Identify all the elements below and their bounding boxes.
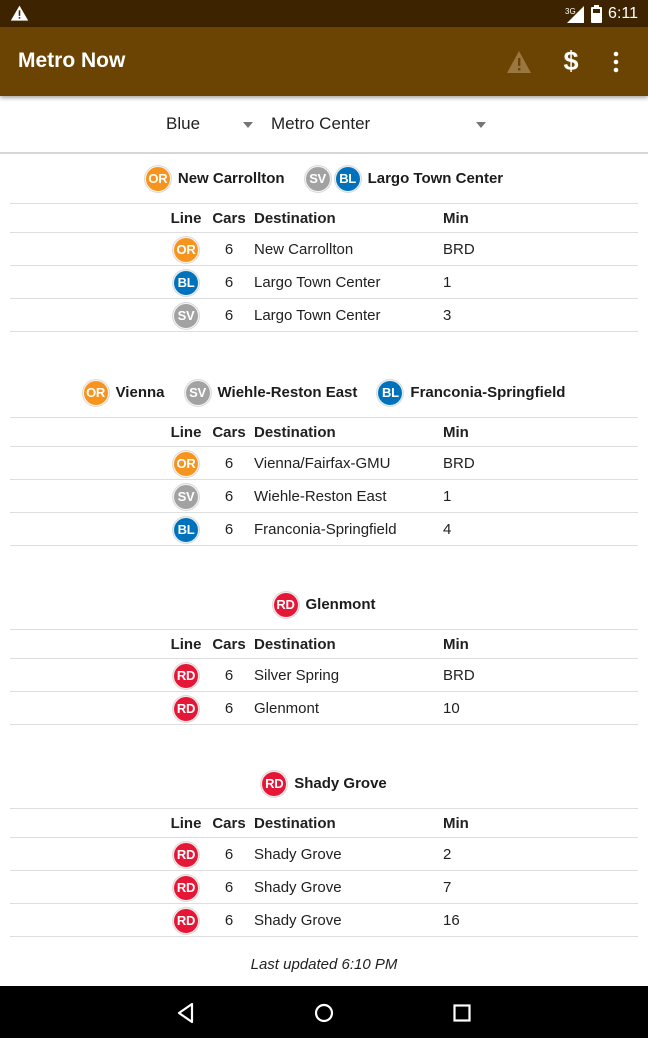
group-header [10,368,638,418]
line-badge-or: OR [173,451,199,477]
line-badge-or: OR [173,237,199,263]
app-title: Metro Now [18,49,126,72]
line-badge-or: OR [145,166,171,192]
table-row [10,447,638,480]
destination-cell: Silver Spring [254,667,340,684]
clock: 6:11 [608,4,638,22]
line-badge-sv: SV [173,303,199,329]
column-header-min: Min [443,210,469,227]
column-header-line: Line [170,210,202,227]
group-destination [305,166,504,192]
line-badge-or: OR [83,380,109,406]
station-dropdown[interactable] [271,96,493,152]
station-group [10,368,638,546]
destination-cell: Franconia-Springfield [254,521,397,538]
line-badge-rd: RD [173,696,199,722]
group-destination [261,771,387,797]
navigation-bar [0,986,648,1038]
table-row [10,233,638,266]
group-destination [145,166,285,192]
line-badge-rd: RD [273,592,299,618]
line-badge-bl: BL [173,270,199,296]
line-cell [170,692,202,725]
group-header [10,759,638,809]
destination-cell: Shady Grove [254,879,342,896]
station-group [10,580,638,725]
min-cell: 1 [443,274,452,291]
table-row [10,659,638,692]
group-destination [83,380,165,406]
min-cell: 10 [443,700,460,717]
station-dropdown-value: Metro Center [271,114,371,133]
destination-name: New Carrollton [177,170,285,187]
line-badge-rd: RD [173,875,199,901]
status-bar [0,0,648,27]
table-row [10,904,638,937]
line-badge-rd: RD [173,908,199,934]
column-header-destination: Destination [254,424,336,441]
destination-name: Glenmont [305,596,376,613]
destination-name: Vienna [115,384,165,401]
cars-cell: 6 [224,879,234,896]
line-cell [170,299,202,332]
destination-name: Shady Grove [294,775,387,792]
destination-name: Wiehle-Reston East [217,384,358,401]
destination-name: Largo Town Center [367,170,504,187]
line-badge-bl: BL [335,166,361,192]
table-header [10,204,638,233]
cars-cell: 6 [224,521,234,538]
home-icon[interactable] [310,999,338,1027]
line-badge-bl: BL [173,517,199,543]
table-row [10,480,638,513]
cars-cell: 6 [224,846,234,863]
cars-cell: 6 [224,667,234,684]
column-header-min: Min [443,424,469,441]
destination-name: Franconia-Springfield [410,384,566,401]
back-icon[interactable] [172,999,200,1027]
station-group [10,154,638,332]
column-header-line: Line [170,424,202,441]
cars-cell: 6 [224,241,234,258]
column-header-min: Min [443,636,469,653]
table-row [10,513,638,546]
column-header-destination: Destination [254,636,336,653]
station-selector [0,96,648,154]
destination-cell: Glenmont [254,700,320,717]
column-header-line: Line [170,815,202,832]
column-header-cars: Cars [212,210,246,227]
group-destination [185,380,358,406]
network-type: 3G [565,6,576,16]
min-cell: 2 [443,846,452,863]
line-cell [170,838,202,871]
table-header [10,809,638,838]
warning-icon [10,4,29,23]
line-cell [170,447,202,480]
min-cell: BRD [443,455,475,472]
line-badge-sv: SV [173,484,199,510]
group-destination [273,592,376,618]
line-badge-rd: RD [173,663,199,689]
destination-cell: Vienna/Fairfax-GMU [254,455,391,472]
cars-cell: 6 [224,912,234,929]
column-header-cars: Cars [212,424,246,441]
cars-cell: 6 [224,455,234,472]
cars-cell: 6 [224,488,234,505]
table-row [10,299,638,332]
chevron-down-icon [476,122,486,128]
group-header [10,154,638,204]
destination-cell: Largo Town Center [254,274,381,291]
line-dropdown-value: Blue [166,114,201,133]
station-group [10,759,638,937]
battery-icon [591,5,602,23]
dollar-icon[interactable]: $ [563,46,579,76]
cars-cell: 6 [224,274,234,291]
destination-cell: Shady Grove [254,912,342,929]
line-dropdown[interactable] [166,96,261,152]
line-badge-sv: SV [185,380,211,406]
min-cell: 1 [443,488,452,505]
line-badge-rd: RD [261,771,287,797]
table-header [10,418,638,447]
min-cell: BRD [443,667,475,684]
status-right [565,0,638,27]
line-badge-sv: SV [305,166,331,192]
destination-cell: Wiehle-Reston East [254,488,387,505]
table-row [10,266,638,299]
alert-icon[interactable] [506,50,532,74]
min-cell: 7 [443,879,452,896]
column-header-cars: Cars [212,636,246,653]
line-cell [170,233,202,266]
line-cell [170,904,202,937]
table-row [10,692,638,725]
chevron-down-icon [243,122,253,128]
line-cell [170,513,202,546]
table-row [10,871,638,904]
cars-cell: 6 [224,307,234,324]
group-destination [377,380,565,406]
more-vert-icon[interactable] [606,47,626,77]
destination-cell: Largo Town Center [254,307,381,324]
min-cell: 3 [443,307,452,324]
line-cell [170,871,202,904]
cars-cell: 6 [224,700,234,717]
line-cell [170,480,202,513]
column-header-destination: Destination [254,815,336,832]
min-cell: 4 [443,521,452,538]
destination-cell: New Carrollton [254,241,354,258]
table-header [10,630,638,659]
line-cell [170,266,202,299]
last-updated: Last updated 6:10 PM [250,956,398,973]
column-header-destination: Destination [254,210,336,227]
destination-cell: Shady Grove [254,846,342,863]
recents-icon[interactable] [448,999,476,1027]
group-header [10,580,638,630]
min-cell: BRD [443,241,475,258]
column-header-min: Min [443,815,469,832]
column-header-cars: Cars [212,815,246,832]
column-header-line: Line [170,636,202,653]
table-row [10,838,638,871]
app-bar [0,27,648,96]
line-badge-rd: RD [173,842,199,868]
line-badge-bl: BL [377,380,403,406]
line-cell [170,659,202,692]
signal-icon [565,4,585,24]
min-cell: 16 [443,912,460,929]
